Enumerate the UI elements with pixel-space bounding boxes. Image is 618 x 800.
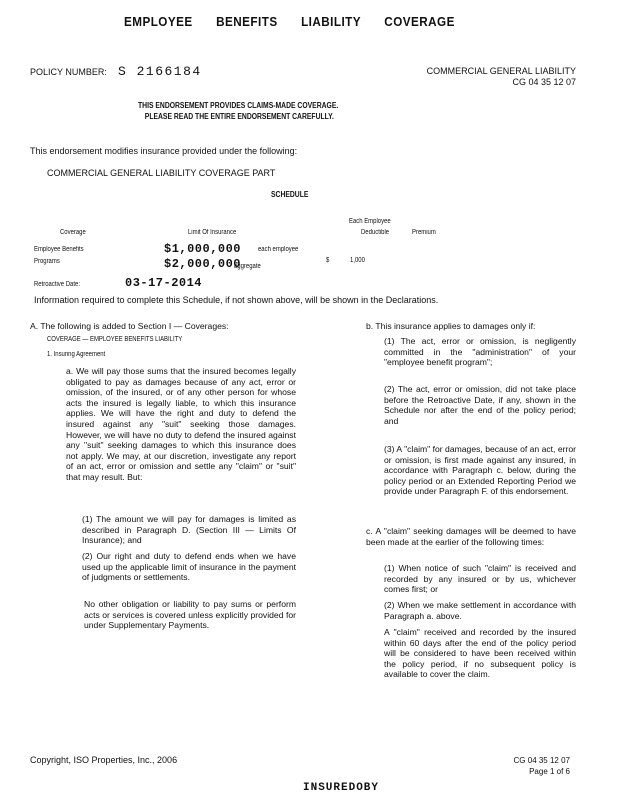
row-label-employee-benefits: Employee Benefits: [34, 246, 84, 253]
paragraph-c-heading: c. A "claim" seeking damages will be deemed to have been made at the earlier of the following times:: [366, 526, 576, 547]
section-a-heading: A. The following is added to Section I — Coverages:: [30, 321, 229, 331]
notice-line-2: PLEASE READ THE ENTIRE ENDORSEMENT CAREFULLY.: [144, 112, 334, 121]
retroactive-date-label: Retroactive Date:: [34, 281, 80, 288]
policy-number: S 2166184: [118, 64, 202, 79]
insuring-agreement-heading: 1. Insuring Agreement: [47, 351, 106, 358]
modifies-statement: This endorsement modifies insurance provided under the following:: [30, 146, 298, 156]
paragraph-c-1: (1) When notice of such "claim" is received and recorded by any insured or by us, whichever comes first; or: [384, 563, 576, 595]
copyright-notice: Copyright, ISO Properties, Inc., 2006: [30, 755, 178, 765]
form-line-number: CG 04 35 12 07: [512, 77, 576, 87]
each-employee-label: each employee: [258, 246, 299, 253]
footer-form-number: CG 04 35 12 07: [513, 756, 570, 765]
deductible-header: Deductible: [361, 229, 390, 236]
endorsement-notice: [138, 100, 338, 122]
aggregate-label: aggregate: [234, 263, 261, 270]
each-employee-header: Each Employee: [349, 218, 391, 225]
footer-form-block: [514, 755, 570, 777]
paragraph-a-1: (1) The amount we will pay for damages is limited as described in Paragraph D. (Section III — Limits Of Insurance); and: [82, 514, 296, 546]
paragraph-b-2: (2) The act, error or omission, did not take place before the Retroactive Date, if any, shown in the Schedule nor after the end of the policy period; and: [384, 384, 576, 426]
paragraph-b-1: (1) The act, error or omission, is negligently committed in the "administration" of your "employee benefit program";: [384, 336, 576, 368]
insured-copy-stamp: INSUREDOBY: [303, 782, 380, 794]
paragraph-c-closing: A "claim" received and recorded by the insured within 60 days after the end of the policy period will be considered to have been received within the policy period, if no subsequent policy is available to cover the claim.: [384, 627, 576, 680]
limit-header: Limit Of Insurance: [188, 229, 237, 236]
form-line-name: COMMERCIAL GENERAL LIABILITY: [426, 66, 576, 76]
coverage-part: COMMERCIAL GENERAL LIABILITY COVERAGE PART: [47, 168, 276, 178]
coverage-header: Coverage: [60, 229, 86, 236]
page-number: Page 1 of 6: [529, 767, 570, 776]
notice-line-1: THIS ENDORSEMENT PROVIDES CLAIMS-MADE COVERAGE.: [138, 101, 339, 110]
paragraph-c-2: (2) When we make settlement in accordance with Paragraph a. above.: [384, 600, 576, 621]
deductible-amount: 1,000: [350, 257, 365, 264]
row-label-programs: Programs: [34, 258, 60, 265]
limit-aggregate: $2,000,000: [164, 257, 242, 271]
policy-number-label: POLICY NUMBER:: [30, 67, 107, 77]
limit-each-employee: $1,000,000: [164, 242, 242, 256]
paragraph-a-closing: No other obligation or liability to pay sums or perform acts or services is covered unless explicitly provided for under Supplementary Payments.: [84, 599, 296, 631]
deductible-dollar-sign: $: [326, 257, 330, 264]
premium-header: Premium: [412, 229, 436, 236]
retroactive-date: 03-17-2014: [125, 276, 203, 290]
schedule-info-note: Information required to complete this Schedule, if not shown above, will be shown in the Declarations.: [34, 295, 439, 305]
paragraph-a-2: (2) Our right and duty to defend ends when we have used up the applicable limit of insurance in the payment of judgments or settlements.: [82, 551, 296, 583]
coverage-subheading: COVERAGE — EMPLOYEE BENEFITS LIABILITY: [47, 336, 183, 343]
paragraph-b-heading: b. This insurance applies to damages only if:: [366, 321, 536, 331]
document-title: EMPLOYEE BENEFITS LIABILITY COVERAGE: [124, 14, 455, 29]
paragraph-a: a. We will pay those sums that the insured becomes legally obligated to pay as damages because of any act, error or omission, of the insured, or of any other person for whose acts the insured is legally liable, to which this insurance applies. We will have the right and duty to defend the insured against any "suit" seeking those damages. However, we will have no duty to defend the insured against any "suit" seeking damages to which this insurance does not apply. We may, at our discretion, investigate any report of an act, error or omission and settle any "claim" or "suit" that may result. But:: [66, 366, 296, 482]
schedule-heading: SCHEDULE: [271, 190, 309, 199]
form-id-block: [427, 66, 576, 88]
paragraph-b-3: (3) A "claim" for damages, because of an act, error or omission, is first made against any insured, in accordance with Paragraph c. below, during the policy period or an Extended Reporting Period we provide under Paragraph F. of this endorsement.: [384, 444, 576, 497]
